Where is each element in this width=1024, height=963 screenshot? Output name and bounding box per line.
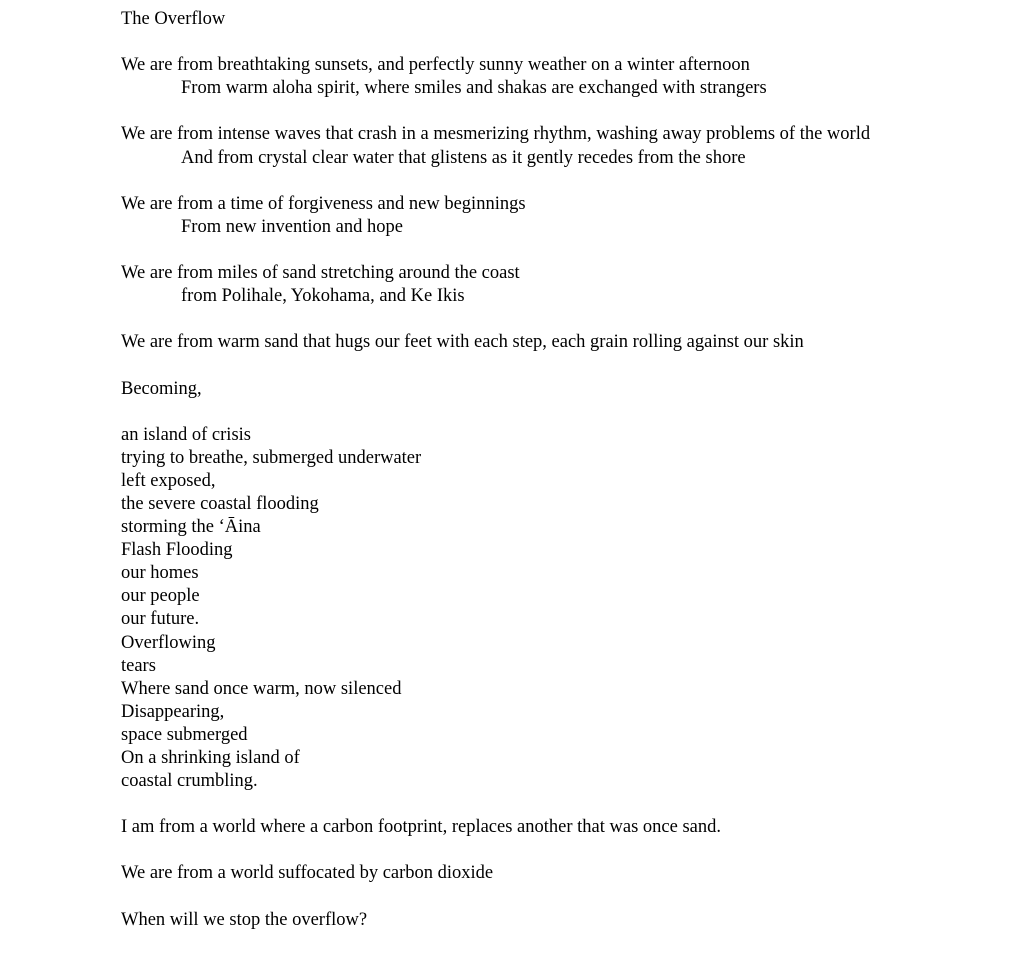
poem-line-indented: From new invention and hope: [181, 216, 403, 237]
poem-title: The Overflow: [121, 9, 226, 29]
stanza: [121, 424, 901, 794]
stanza-gap: [121, 839, 901, 862]
poem-line: When will we stop the overflow?: [121, 909, 368, 930]
poem-line: I am from a world where a carbon footprint, replaces another that was once sand.: [121, 817, 721, 838]
poem-line: Becoming,: [121, 378, 202, 399]
poem-line: We are from intense waves that crash in a mesmerizing rhythm, washing away problems of the world: [121, 124, 871, 145]
document-page: [121, 8, 901, 932]
poem-line: coastal crumbling.: [121, 771, 258, 792]
poem-line: storming the ‘Āina: [121, 517, 261, 538]
poem-line: Flash Flooding: [121, 540, 233, 561]
stanza-gap: [121, 886, 901, 909]
stanza-gap: [121, 100, 901, 123]
poem-line: an island of crisis: [121, 424, 251, 445]
poem-line: We are from warm sand that hugs our feet with each step, each grain rolling against our skin: [121, 332, 804, 353]
poem-line-indented: From warm aloha spirit, where smiles and shakas are exchanged with strangers: [181, 78, 767, 99]
stanza-gap: [121, 793, 901, 816]
stanza: [121, 862, 901, 885]
stanza: [121, 123, 901, 169]
stanza: [121, 816, 901, 839]
stanza-gap: [121, 170, 901, 193]
poem-line: We are from breathtaking sunsets, and perfectly sunny weather on a winter afternoon: [121, 55, 750, 76]
poem-line: space submerged: [121, 724, 248, 745]
poem-line: our people: [121, 586, 200, 607]
poem-line: We are from miles of sand stretching around the coast: [121, 263, 520, 284]
stanza: [121, 193, 901, 239]
stanza-gap: [121, 239, 901, 262]
poem-line: Overflowing: [121, 632, 216, 653]
stanza-gap: [121, 354, 901, 377]
poem-line-indented: And from crystal clear water that glistens as it gently recedes from the shore: [181, 147, 746, 168]
poem-line: trying to breathe, submerged underwater: [121, 447, 422, 468]
poem-line: the severe coastal flooding: [121, 493, 319, 514]
stanza-gap: [121, 308, 901, 331]
poem-line: left exposed,: [121, 470, 216, 491]
stanza-gap: [121, 31, 901, 54]
stanza-gap: [121, 401, 901, 424]
poem-line: Disappearing,: [121, 701, 225, 722]
poem-line-indented: from Polihale, Yokohama, and Ke Ikis: [181, 286, 465, 307]
poem-line: our homes: [121, 563, 199, 584]
poem-line: our future.: [121, 609, 200, 630]
poem-body: [121, 31, 901, 932]
poem-line: On a shrinking island of: [121, 748, 300, 768]
stanza: [121, 54, 901, 100]
stanza: [121, 331, 901, 354]
poem-line: We are from a time of forgiveness and new beginnings: [121, 193, 526, 214]
poem-line: Where sand once warm, now silenced: [121, 678, 402, 699]
stanza: [121, 262, 901, 308]
stanza: [121, 378, 901, 401]
poem-line: We are from a world suffocated by carbon dioxide: [121, 863, 494, 884]
poem-line: tears: [121, 655, 156, 676]
stanza: [121, 909, 901, 932]
